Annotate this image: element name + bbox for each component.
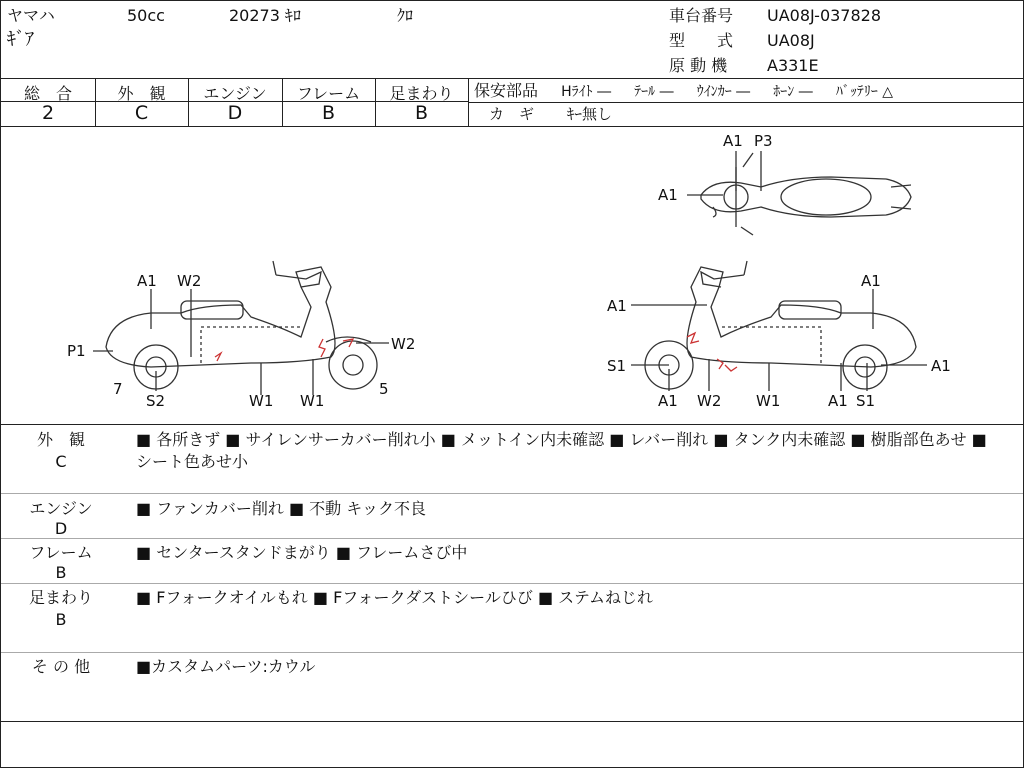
label-top-a1-left: A1 xyxy=(658,186,678,204)
divider xyxy=(468,78,469,126)
engine-label: 原 動 機 xyxy=(669,56,728,75)
label-left-a1: A1 xyxy=(137,272,157,290)
label-left-w1a: W1 xyxy=(249,392,274,410)
label-right-a1-top-right: A1 xyxy=(861,272,881,290)
note-engine-name: エンジン xyxy=(29,499,93,518)
note-suspension-name: 足まわり xyxy=(28,588,93,607)
safety-headlight: Hﾗｲﾄ ― xyxy=(561,84,612,100)
displacement: 50cc xyxy=(127,6,165,25)
engine-value: A331E xyxy=(767,56,819,75)
grade-suspension: B xyxy=(414,102,429,124)
note-other-text: ■カスタムパーツ:カウル xyxy=(136,657,316,676)
safety-tail: ﾃｰﾙ ― xyxy=(634,84,674,100)
key-label: カ ギ xyxy=(489,105,535,123)
label-right-s1-bottom: S1 xyxy=(856,392,876,410)
label-left-5: 5 xyxy=(379,380,389,398)
label-right-s1-left: S1 xyxy=(607,357,627,375)
label-right-a1-bottom: A1 xyxy=(658,392,678,410)
safety-parts xyxy=(474,82,893,101)
note-exterior-text: ■ 各所きず ■ サイレンサーカバー削れ小 ■ メットイン内未確認 ■ レバー削れ ■ タンク内未確認 ■ 樹脂部色あせ ■ シート色あせ小 xyxy=(136,430,987,471)
label-right-a1-top-left: A1 xyxy=(607,297,627,315)
note-frame-grade: B xyxy=(55,563,67,582)
note-suspension-grade: B xyxy=(55,610,67,629)
safety-title: 保安部品 xyxy=(474,81,539,100)
note-engine-grade: D xyxy=(54,519,68,538)
divider xyxy=(1,493,1023,494)
divider xyxy=(1,424,1023,425)
frame-no-label: 車台番号 xyxy=(669,6,734,25)
grade-header-frame: フレーム xyxy=(296,84,361,103)
top-view-scooter xyxy=(701,153,911,235)
grade-header-engine: エンジン xyxy=(203,84,267,103)
divider xyxy=(1,652,1023,653)
note-frame-name: フレーム xyxy=(29,543,93,562)
label-left-w1b: W1 xyxy=(300,392,325,410)
grade-exterior: C xyxy=(134,102,149,124)
safety-winker: ｳｲﾝｶｰ ― xyxy=(696,84,751,100)
divider xyxy=(468,102,1023,103)
note-frame-text: ■ センタースタンドまがり ■ フレームさび中 xyxy=(136,543,468,562)
type-value: UA08J xyxy=(767,31,815,50)
grade-header-exterior: 外 観 xyxy=(117,84,166,103)
label-top-p3: P3 xyxy=(754,132,773,150)
color: ｸﾛ xyxy=(397,6,414,25)
label-left-7: 7 xyxy=(113,380,123,398)
divider xyxy=(1,721,1023,722)
divider xyxy=(1,583,1023,584)
divider xyxy=(1,538,1023,539)
note-other-name: そ の 他 xyxy=(31,657,91,676)
grade-header-overall: 総 合 xyxy=(23,84,72,103)
mileage: 20273 ｷﾛ xyxy=(229,6,301,25)
type-label: 型 式 xyxy=(669,31,734,50)
note-engine-text: ■ ファンカバー削れ ■ 不動 キック不良 xyxy=(136,499,426,518)
safety-battery: ﾊﾞｯﾃﾘｰ △ xyxy=(835,84,894,100)
maker: ヤマハ xyxy=(7,6,55,25)
label-left-w2: W2 xyxy=(177,272,202,290)
label-left-w2b: W2 xyxy=(391,335,416,353)
divider xyxy=(1,78,1023,79)
label-right-a1-bottom2: A1 xyxy=(828,392,848,410)
label-left-p1: P1 xyxy=(67,342,86,360)
label-top-a1: A1 xyxy=(723,132,743,150)
safety-horn: ﾎｰﾝ ― xyxy=(773,84,813,100)
frame-no: UA08J-037828 xyxy=(767,6,882,25)
model-name: ｷﾞｱ xyxy=(7,29,34,50)
grade-frame: B xyxy=(321,102,336,124)
label-right-a1-right: A1 xyxy=(931,357,951,375)
grade-overall: 2 xyxy=(41,102,55,124)
label-right-w1: W1 xyxy=(756,392,781,410)
label-right-w2: W2 xyxy=(697,392,722,410)
key-value: ｷｰ無し xyxy=(567,105,613,123)
label-left-s2: S2 xyxy=(146,392,166,410)
grade-engine: D xyxy=(227,102,243,124)
note-suspension-text: ■ Fフォークオイルもれ ■ Fフォークダストシールひび ■ ステムねじれ xyxy=(136,588,654,607)
grade-header-suspension: 足まわり xyxy=(389,84,454,103)
note-exterior-name: 外 観 xyxy=(36,430,85,449)
note-exterior-grade: C xyxy=(55,452,67,471)
